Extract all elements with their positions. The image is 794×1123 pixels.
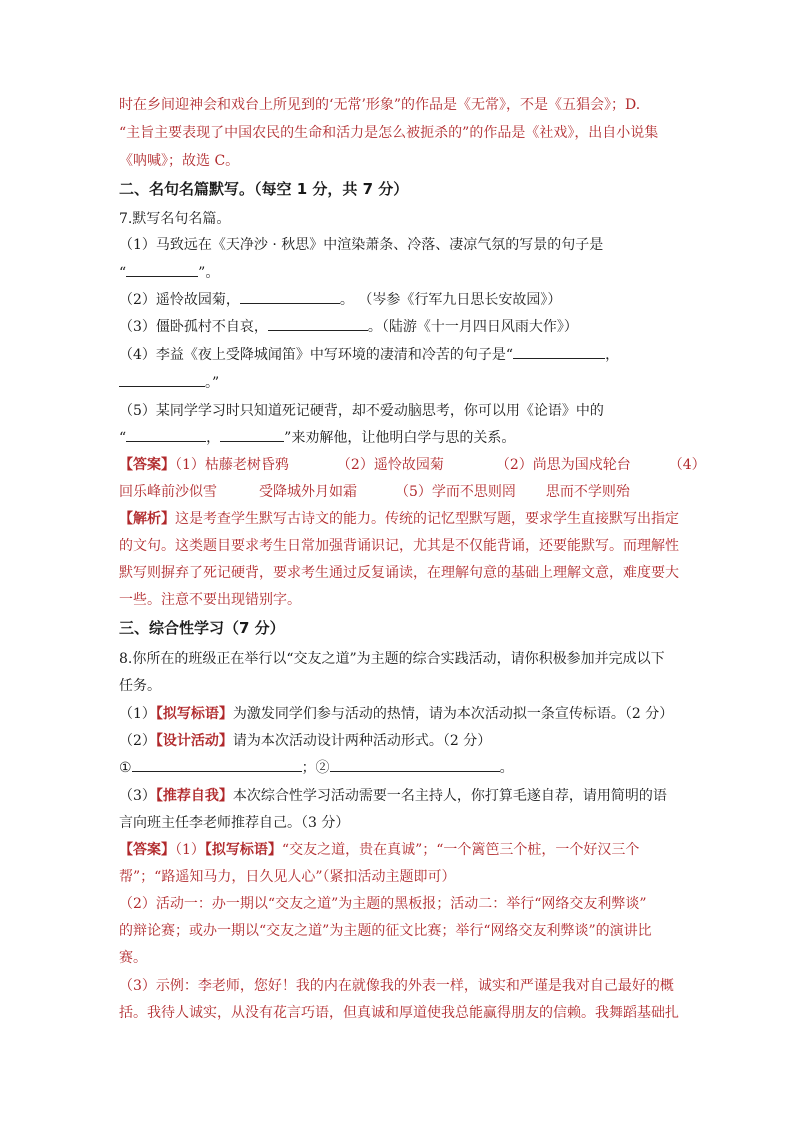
quote-open: “ — [119, 265, 127, 281]
answer-text: “交友之道，贵在真诚”；“一个篱笆三个桩，一个好汉三个 — [281, 842, 640, 858]
answer-blank[interactable] — [330, 759, 500, 772]
q7-2 — [119, 291, 679, 309]
answer-blank[interactable] — [513, 346, 605, 359]
q8-answer-1-line-2: 帮”；“路遥知马力，日久见人心”（紧扣活动主题即可） — [119, 869, 456, 885]
section-2-heading: 二、名句名篇默写。（每空 1 分，共 7 分） — [119, 180, 409, 198]
q8-answer-2-line-2: 的辩论赛；或办一期以“交友之道”为主题的征文比赛；举行“网络交友利弊谈”的演讲比 — [119, 923, 652, 939]
q7-3-prefix: （3）僵卧孤村不自哀， — [119, 319, 268, 335]
task-tag: 【拟写标语】 — [155, 706, 233, 722]
answer-item: （5）学而不思则罔 — [395, 484, 516, 500]
q7-3 — [119, 318, 679, 336]
q7-3-suffix: 。（陆游《十一月四日风雨大作》） — [367, 319, 578, 335]
blank-end: 。 — [499, 760, 514, 776]
q7-analysis-line-1 — [119, 510, 679, 528]
q7-2-suffix: 。 （岑参《行军九日思长安故园》） — [339, 292, 562, 308]
answer-item: 回乐峰前沙似雪 — [119, 484, 217, 500]
q7-answer-line-2 — [119, 483, 679, 501]
q7-4-comma: ， — [605, 347, 620, 363]
q7-4-line-a — [119, 346, 679, 364]
task-number: （2） — [119, 733, 156, 749]
q8-answer-2-line-1: （2）活动一：办一期以“交友之道”为主题的黑板报；活动二：举行“网络交友利弊谈” — [119, 896, 647, 912]
q7-5-comma: ， — [206, 430, 221, 446]
task-text: 本次综合性学习活动需要一名主持人，你打算毛遂自荐，请用简明的语 — [232, 788, 667, 804]
circle-1: ① — [119, 760, 132, 776]
answer-item: （2）遥怜故园菊 — [336, 457, 444, 473]
analysis-label: 【解析】 — [119, 511, 175, 527]
q7-analysis-line-3: 默写则摒弃了死记硬背，要求考生通过反复诵读，在理解句意的基础上理解文意，难度要大 — [119, 565, 679, 581]
q7-2-prefix: （2）遥怜故园菊， — [119, 292, 240, 308]
answer-blank[interactable] — [268, 318, 368, 331]
answer-item: （4） — [668, 457, 706, 473]
analysis-text: 这是考查学生默写古诗文的能力。传统的记忆型默写题，要求学生直接默写出指定 — [175, 511, 679, 527]
answer-blank[interactable] — [119, 374, 205, 387]
q8-line-1: 8.你所在的班级正在举行以“交友之道”为主题的综合实践活动，请你积极参加并完成以下 — [119, 651, 665, 667]
explanation-line-3: 《呐喊》；故选 C。 — [119, 153, 240, 169]
answer-item: 思而不学则殆 — [545, 484, 630, 500]
q7-4-prefix: （4）李益《夜上受降城闻笛》中写环境的凄清和冷苦的句子是“ — [119, 347, 514, 363]
q8-task-2 — [119, 732, 679, 750]
task-number: （1） — [119, 706, 156, 722]
answer-blank[interactable] — [126, 264, 198, 277]
q8-answer-2-line-3: 赛。 — [119, 950, 147, 966]
q7-5-line-b — [119, 429, 679, 447]
answer-label: 【答案】 — [119, 457, 175, 473]
answer-blank[interactable] — [126, 429, 206, 442]
quote-close: ”。 — [198, 265, 220, 281]
q7-5-line-a: （5）某同学学习时只知道死记硬背，却不爱动脑思考，你可以用《论语》中的 — [119, 403, 604, 419]
task-tag: 【设计活动】 — [155, 733, 233, 749]
answer-item: 受降城外月如霜 — [259, 484, 357, 500]
task-text: 为激发同学们参与活动的热情，请为本次活动拟一条宣传标语。（2 分） — [232, 706, 674, 722]
q8-task-2-blanks — [119, 759, 679, 777]
quote-open: “ — [119, 430, 127, 446]
q8-task-3 — [119, 787, 679, 805]
q7-title: 7.默写名句名篇。 — [119, 211, 231, 227]
circle-2: ；② — [301, 760, 330, 776]
answer-blank[interactable] — [220, 429, 284, 442]
q7-1-line-a: （1）马致远在《天净沙 · 秋思》中渲染萧条、冷落、凄凉气氛的写景的句子是 — [119, 237, 604, 253]
answer-blank[interactable] — [132, 759, 302, 772]
answer-item: （1）枯藤老树昏鸦 — [175, 457, 289, 473]
q8-task-3-line-2: 言向班主任李老师推荐自己。（3 分） — [119, 815, 350, 831]
answer-item: （2）尚思为国戍轮台 — [495, 457, 631, 473]
explanation-line-1: 时在乡间迎神会和戏台上所见到的‘无常’形象”的作品是《无常》，不是《五猖会》；D. — [119, 97, 641, 113]
q8-line-2: 任务。 — [119, 678, 161, 694]
q7-1-line-b — [119, 264, 679, 282]
q7-answer-line-1 — [119, 456, 706, 474]
q7-analysis-line-2: 的文句。这类题目要求考生日常加强背诵识记，尤其是不仅能背诵，还要能默写。而理解性 — [119, 538, 679, 554]
task-text: 请为本次活动设计两种活动形式。（2 分） — [232, 733, 492, 749]
section-3-heading: 三、综合性学习（7 分） — [119, 619, 285, 637]
task-number: （3） — [119, 788, 156, 804]
q8-answer-3-line-2: 括。我待人诚实，从没有花言巧语，但真诚和厚道使我总能赢得朋友的信赖。我舞蹈基础扎 — [119, 1005, 679, 1021]
q7-4-end: 。” — [205, 375, 220, 391]
q7-4-line-b — [119, 374, 679, 392]
answer-label: 【答案】 — [119, 842, 175, 858]
q8-answer-3-line-1: （3）示例：李老师，您好！我的内在就像我的外表一样，诚实和严谨是我对自己最好的概 — [119, 978, 674, 994]
answer-blank[interactable] — [240, 291, 340, 304]
q7-analysis-line-4: 一些。注意不要出现错别字。 — [119, 592, 301, 608]
q7-5-suffix: ”来劝解他，让他明白学与思的关系。 — [284, 430, 516, 446]
q8-task-1 — [119, 705, 679, 723]
explanation-line-2: “主旨主要表现了中国农民的生命和活力是怎么被扼杀的”的作品是《社戏》，出自小说集 — [119, 125, 659, 141]
task-tag: 【推荐自我】 — [155, 788, 233, 804]
q8-answer-1 — [119, 841, 679, 859]
answer-number: （1） — [175, 842, 205, 858]
answer-tag: 【拟写标语】 — [204, 842, 282, 858]
